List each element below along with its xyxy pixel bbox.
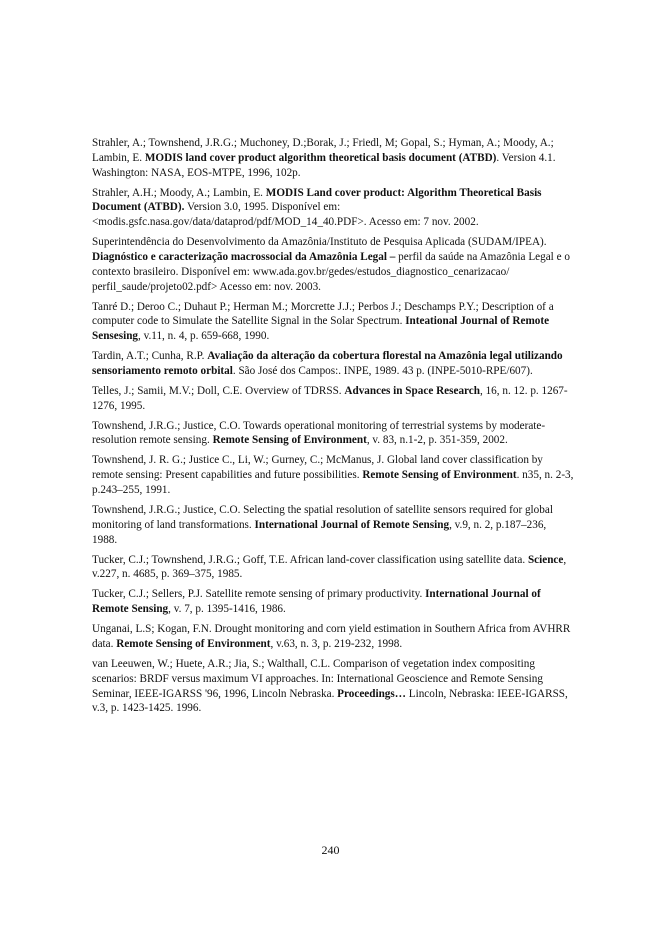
reference-details: Version 3.0, 1995. Disponível em: <modis.gsfc.nasa.gov/data/dataprod/pdf/MOD_14_40.PDF>. Acesso em: 7 nov. 2002. (92, 201, 479, 229)
reference-authors-text: Strahler, A.; Townshend, J.R.G.; Muchoney, D.;Borak, J.; Friedl, M; Gopal, S.; Hyman, A.; Moody, A.; Lambin, E. (92, 137, 554, 164)
reference-authors-text: Tucker, C.J.; Townshend, J.R.G.; Goff, T.E. African land-cover classification using satellite data. (92, 553, 528, 566)
page-number: 240 (321, 843, 340, 857)
reference-authors-text: Townshend, J.R.G.; Justice, C.O. Selecting the spatial resolution of satellite sensors required for global monitoring of land transformations. (92, 504, 553, 531)
reference-entry (92, 587, 574, 617)
reference-title: MODIS land cover product algorithm theoretical basis document (ATBD) (144, 151, 497, 164)
reference-details: , 16, n. 12. p. 1267-1276, 1995. (92, 384, 568, 412)
reference-title: Proceedings… (337, 687, 406, 700)
reference-title: MODIS Land cover product: Algorithm Theoretical Basis Document (ATBD). (92, 186, 542, 214)
reference-details: , v.227, n. 4685, p. 369–375, 1985. (92, 553, 567, 581)
reference-authors-text: Telles, J.; Samii, M.V.; Doll, C.E. Overview of TDRSS. (92, 384, 345, 397)
reference-details: , v. 7, p. 1395-1416, 1986. (168, 603, 286, 616)
reference-authors-text: Tucker, C.J.; Sellers, P.J. Satellite remote sensing of primary productivity. (92, 588, 426, 601)
reference-title: International Journal of Remote Sensing (92, 588, 541, 616)
reference-entry (92, 419, 574, 449)
reference-title: Remote Sensing of Environment (212, 434, 367, 447)
reference-entry (92, 503, 574, 547)
reference-entry (92, 136, 574, 180)
reference-details: , v. 83, n.1-2, p. 351-359, 2002. (366, 434, 508, 447)
reference-entry (92, 553, 574, 583)
reference-details: , v.63, n. 3, p. 219-232, 1998. (270, 637, 403, 650)
reference-title: Inteational Journal of Remote Sensesing (92, 315, 550, 343)
reference-title: Diagnóstico e caracterização macrossocial da Amazônia Legal – (92, 250, 396, 263)
reference-details: perfil da saúde na Amazônia Legal e o contexto brasileiro. Disponível em: www.ada.gov.br/gedes/estudos_diagnostico_cenarizacao/ perfil_saude/projeto02.pdf> Acesso em: nov. 2003. (92, 250, 570, 293)
reference-entry (92, 235, 574, 294)
reference-entry (92, 384, 574, 414)
reference-title: Advances in Space Research (344, 384, 480, 397)
reference-authors-text: Tanré D.; Deroo C.; Duhaut P.; Herman M.; Morcrette J.J.; Perbos J.; Deschamps P.Y.; Description of a computer code to Simulate the Satellite Signal in the Solar Spectrum. (92, 300, 554, 328)
reference-authors-text: Tardin, A.T.; Cunha, R.P. (92, 350, 208, 363)
reference-authors-text: Unganai, L.S; Kogan, F.N. Drought monitoring and corn yield estimation in Southern Africa from AVHRR data. (92, 623, 571, 650)
reference-authors-text: Townshend, J.R.G.; Justice, C.O. Towards operational monitoring of terrestrial systems by moderate-resolution remote sensing. (92, 419, 546, 447)
reference-entry (92, 622, 574, 652)
reference-details: , v.11, n. 4, p. 659-668, 1990. (138, 330, 270, 343)
reference-details: . n35, n. 2-3, p.243–255, 1991. (92, 469, 574, 497)
reference-details: , v.9, n. 2, p.187–236, 1988. (92, 518, 547, 546)
reference-title: Science (527, 553, 564, 566)
reference-details: . São José dos Campos:. INPE, 1989. 43 p. (INPE-5010-RPE/607). (232, 364, 533, 377)
reference-entry (92, 300, 574, 344)
reference-authors-text: van Leeuwen, W.; Huete, A.R.; Jia, S.; Walthall, C.L. Comparison of vegetation index compositing scenarios: BRDF versus maximum VI approaches. In: International Geoscience and Remote Sensing Seminar, IEEE-IGARSS '96, 1996, Lincoln Nebraska. (92, 657, 543, 700)
reference-authors-text: Townshend, J. R. G.; Justice C., Li, W.; Gurney, C.; McManus, J. Global land cover classification by remote sensing: Present capabilities and future possibilities. (92, 454, 543, 482)
reference-title: International Journal of Remote Sensing (254, 518, 450, 531)
reference-details: Lincoln, Nebraska: IEEE-IGARSS, v.3, p. 1423-1425. 1996. (92, 687, 568, 715)
reference-entry (92, 657, 574, 716)
reference-title: Avaliação da alteração da cobertura florestal na Amazônia legal utilizando sensoriamento remoto orbital (92, 350, 563, 377)
reference-title: Remote Sensing of Environment (116, 637, 271, 650)
reference-entry (92, 186, 574, 230)
reference-title: Remote Sensing of Environment (362, 469, 517, 482)
reference-authors-text: Strahler, A.H.; Moody, A.; Lambin, E. (92, 186, 266, 199)
reference-details: . Version 4.1. Washington: NASA, EOS-MTPE, 1996, 102p. (92, 151, 556, 179)
reference-list (92, 136, 574, 721)
reference-authors-text: Superintendência do Desenvolvimento da Amazônia/Instituto de Pesquisa Aplicada (SUDAM/IPEA). (92, 236, 547, 249)
reference-entry (92, 453, 574, 497)
reference-entry (92, 349, 574, 379)
